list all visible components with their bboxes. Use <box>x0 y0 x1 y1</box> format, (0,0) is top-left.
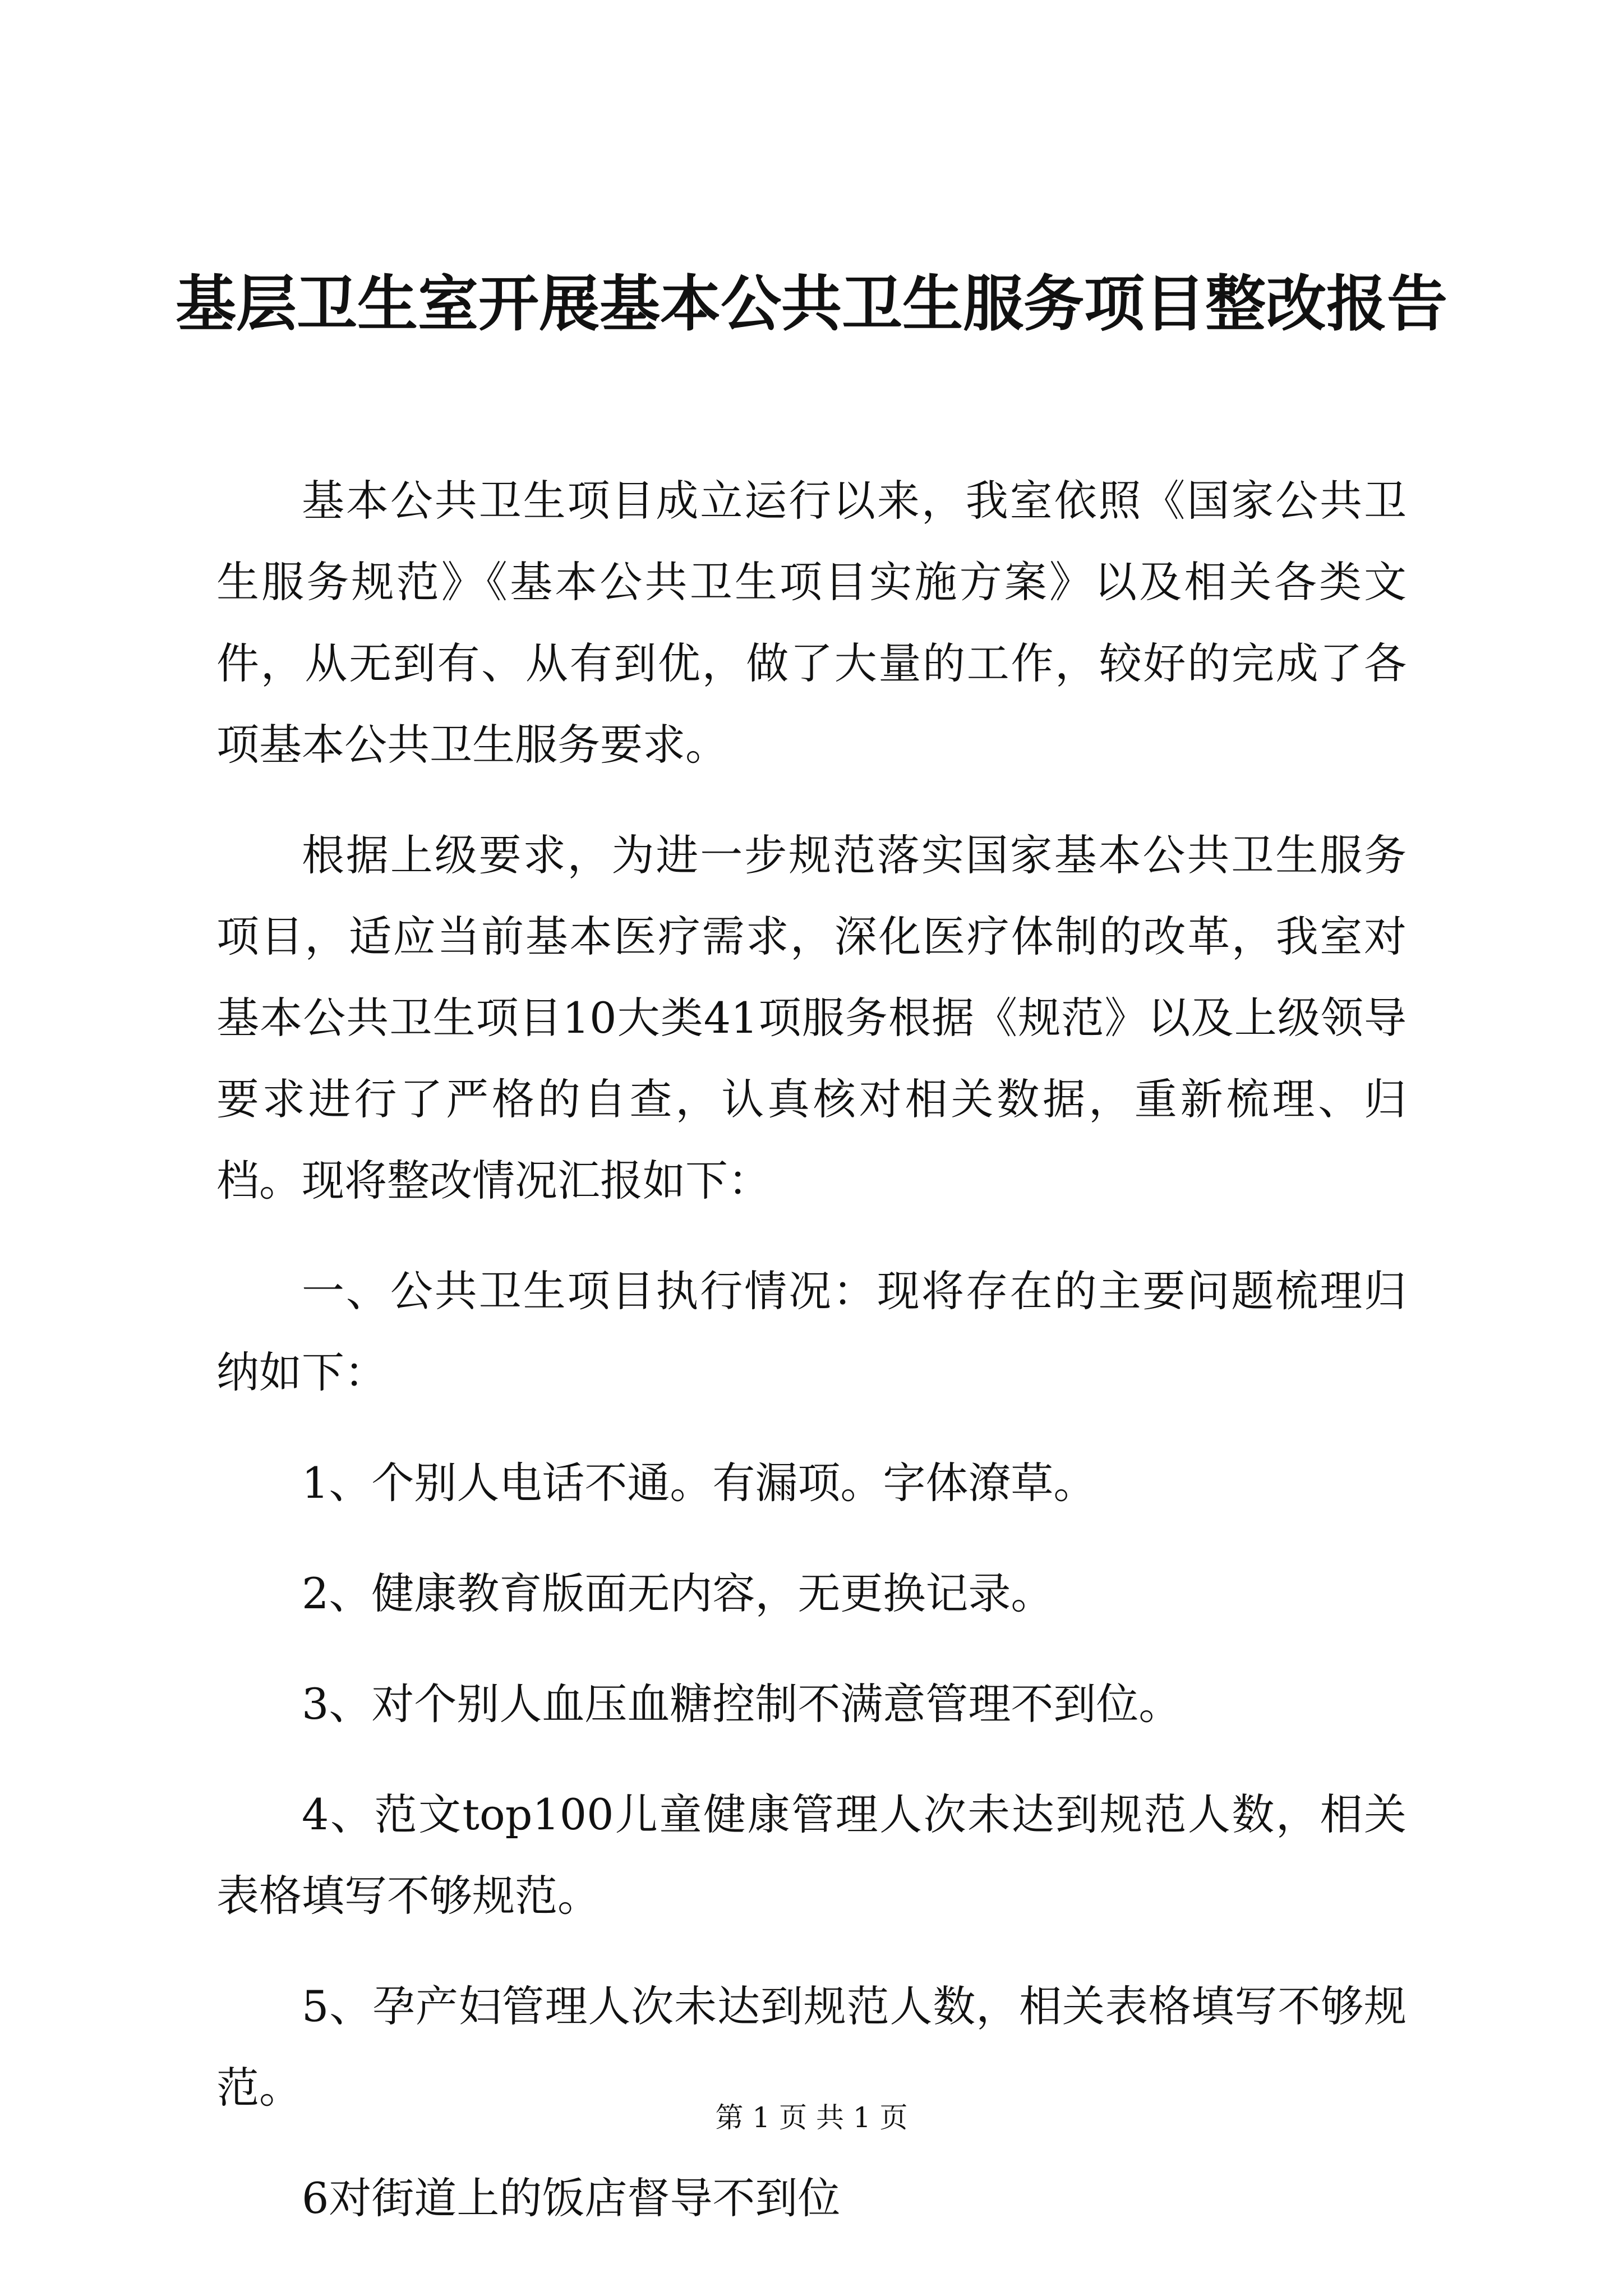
issue-item-2: 2、健康教育版面无内容，无更换记录。 <box>302 1568 1054 1618</box>
document-title: 基层卫生室开展基本公共卫生服务项目整改报告 <box>175 269 1447 339</box>
issue-item-6: 6对街道上的饭店督导不到位 <box>302 2173 841 2223</box>
page-footer: 第 1 页 共 1 页 <box>715 2101 908 2134</box>
paragraph-intro: 基本公共卫生项目成立运行以来，我室依照《国家公共卫生服务规范》《基本公共卫生项目实施方案》以及相关各类文件，从无到有、从有到优，做了大量的工作，较好的完成了各项基本公共卫生服务要求。 <box>216 476 1407 770</box>
issue-item-1: 1、个别人电话不通。有漏项。字体潦草。 <box>302 1458 1096 1508</box>
document-body <box>216 460 1407 2268</box>
section-heading-1: 一、公共卫生项目执行情况：现将存在的主要问题梳理归纳如下： <box>216 1266 1407 1397</box>
issue-item-4: 4、范文top100儿童健康管理人次未达到规范人数，相关表格填写不够规范。 <box>216 1789 1407 1921</box>
issue-item-3: 3、对个别人血压血糖控制不满意管理不到位。 <box>302 1679 1182 1729</box>
paragraph-selfcheck: 根据上级要求，为进一步规范落实国家基本公共卫生服务项目，适应当前基本医疗需求，深化医疗体制的改革，我室对基本公共卫生项目10大类41项服务根据《规范》以及上级领导要求进行了严格的自查，认真核对相关数据，重新梳理、归档。现将整改情况汇报如下： <box>216 830 1407 1205</box>
issue-item-5: 5、孕产妇管理人次未达到规范人数，相关表格填写不够规范。 <box>216 1981 1407 2113</box>
